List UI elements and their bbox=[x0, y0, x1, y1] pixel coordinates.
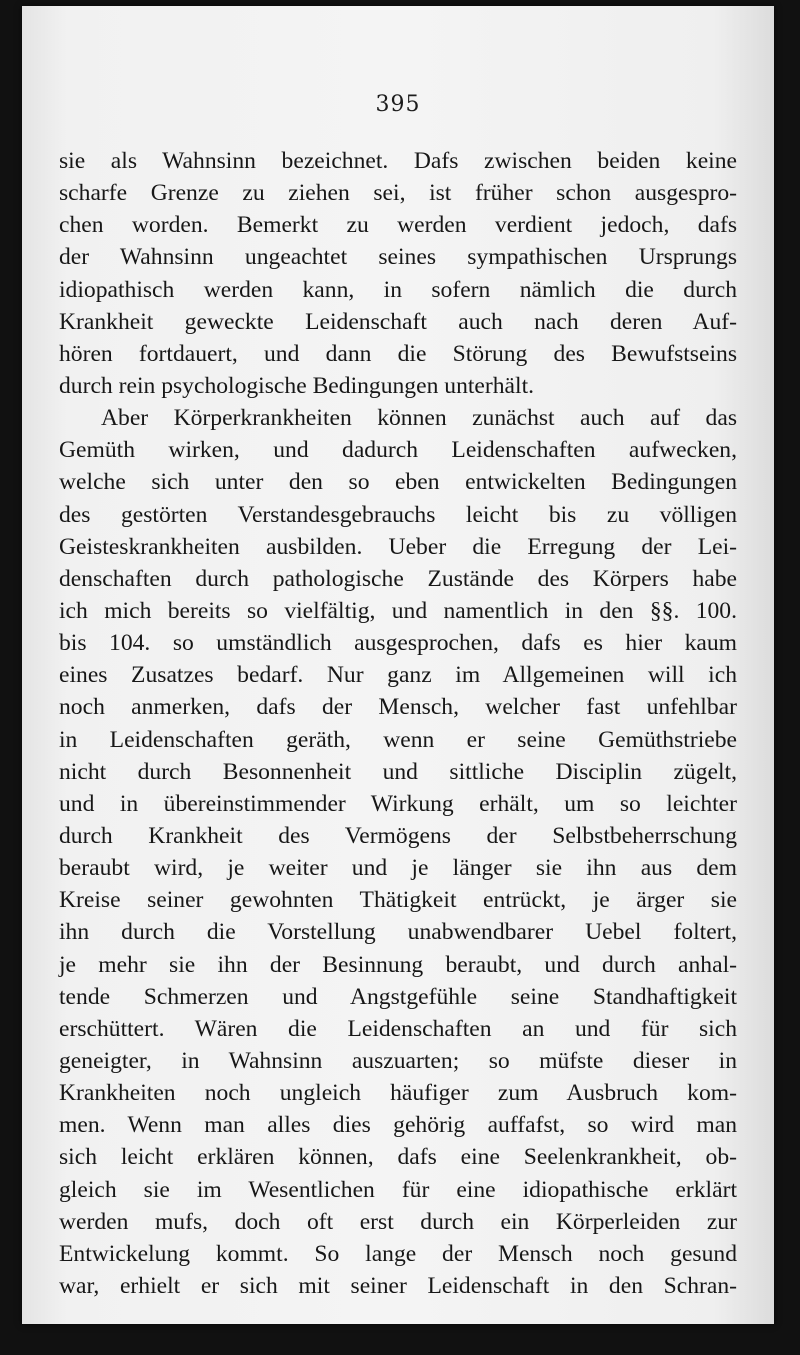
text-line: idiopathisch werden kann, in sofern nämlich die durch bbox=[59, 276, 737, 303]
paragraph-end-line: durch rein psychologische Bedingungen unterhält. bbox=[59, 372, 535, 399]
text-line: men. Wenn man alles dies gehörig auffafst, so wird man bbox=[59, 1112, 737, 1139]
text-line: welche sich unter den so eben entwickelten Bedingungen bbox=[59, 469, 737, 496]
text-line: eines Zusatzes bedarf. Nur ganz im Allgemeinen will ich bbox=[59, 662, 737, 689]
text-line: hören fortdauert, und dann die Störung des Bewufstseins bbox=[59, 340, 737, 367]
text-line: der Wahnsinn ungeachtet seines sympathischen Ursprungs bbox=[59, 244, 737, 271]
text-line: noch anmerken, dafs der Mensch, welcher fast unfehlbar bbox=[59, 694, 737, 721]
paragraph-start-line: Aber Körperkrankheiten können zunächst auch auf das bbox=[101, 405, 737, 432]
text-line: denschaften durch pathologische Zustände des Körpers habe bbox=[59, 565, 737, 592]
text-line: sie als Wahnsinn bezeichnet. Dafs zwischen beiden keine bbox=[59, 148, 737, 174]
text-line: Krankheit geweckte Leidenschaft auch nach deren Auf- bbox=[59, 308, 737, 335]
text-line: sich leicht erklären können, dafs eine Seelenkrankheit, ob- bbox=[59, 1144, 737, 1171]
text-line: ihn durch die Vorstellung unabwendbarer Uebel foltert, bbox=[59, 919, 737, 946]
text-line: chen worden. Bemerkt zu werden verdient jedoch, dafs bbox=[59, 212, 737, 239]
text-line: in Leidenschaften geräth, wenn er seine Gemüthstriebe bbox=[59, 726, 737, 753]
text-line: des gestörten Verstandesgebrauchs leicht bis zu völligen bbox=[59, 501, 737, 528]
text-line: Krankheiten noch ungleich häufiger zum Ausbruch kom- bbox=[59, 1080, 737, 1107]
text-line: durch Krankheit des Vermögens der Selbstbeherrschung bbox=[59, 822, 737, 849]
text-line: tende Schmerzen und Angstgefühle seine Standhaftigkeit bbox=[59, 983, 737, 1010]
text-line: und in übereinstimmender Wirkung erhält, um so leichter bbox=[59, 790, 737, 817]
text-line: beraubt wird, je weiter und je länger sie ihn aus dem bbox=[59, 855, 737, 882]
text-line: werden mufs, doch oft erst durch ein Körperleiden zur bbox=[59, 1208, 737, 1235]
text-line: Gemüth wirken, und dadurch Leidenschaften aufwecken, bbox=[59, 437, 737, 464]
text-line: nicht durch Besonnenheit und sittliche Disciplin zügelt, bbox=[59, 758, 737, 785]
book-page bbox=[22, 6, 774, 1324]
body-text bbox=[59, 145, 737, 1302]
text-line: bis 104. so umständlich ausgesprochen, dafs es hier kaum bbox=[59, 630, 737, 657]
text-line: je mehr sie ihn der Besinnung beraubt, und durch anhal- bbox=[59, 951, 737, 978]
text-line: Geisteskrankheiten ausbilden. Ueber die Erregung der Lei- bbox=[59, 533, 737, 560]
text-line: gleich sie im Wesentlichen für eine idiopathische erklärt bbox=[59, 1176, 737, 1203]
text-line: war, erhielt er sich mit seiner Leidenschaft in den Schran- bbox=[59, 1272, 737, 1299]
text-line: geneigter, in Wahnsinn auszuarten; so müfste dieser in bbox=[59, 1047, 737, 1074]
text-line: Entwickelung kommt. So lange der Mensch noch gesund bbox=[59, 1240, 737, 1267]
text-line: scharfe Grenze zu ziehen sei, ist früher schon ausgespro- bbox=[59, 180, 737, 207]
text-line: erschüttert. Wären die Leidenschaften an und für sich bbox=[59, 1015, 737, 1042]
text-line: Kreise seiner gewohnten Thätigkeit entrückt, je ärger sie bbox=[59, 887, 737, 914]
page-number: 395 bbox=[375, 92, 421, 117]
text-line: ich mich bereits so vielfältig, und namentlich in den §§. 100. bbox=[59, 597, 737, 624]
